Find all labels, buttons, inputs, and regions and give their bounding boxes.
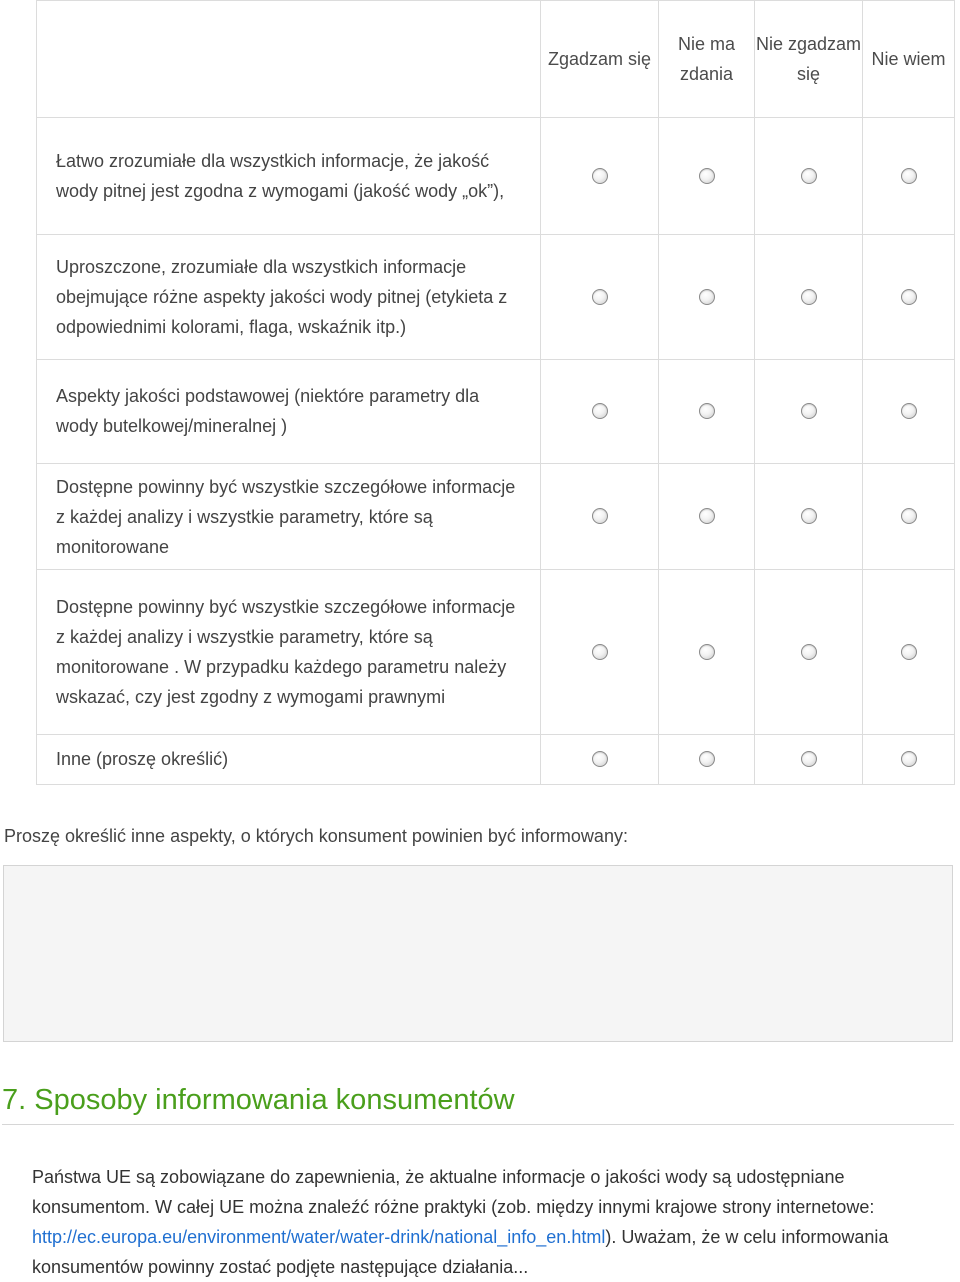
section-intro-text: [32, 1162, 954, 1282]
question-label: Łatwo zrozumiałe dla wszystkich informacje, że jakość wody pitnej jest zgodna z wymogami (jakość wody „ok”),: [37, 118, 541, 235]
question-label: Uproszczone, zrozumiałe dla wszystkich informacje obejmujące różne aspekty jakości wody pitnej (etykieta z odpowiednimi kolorami, flaga, wskaźnik itp.): [37, 235, 541, 359]
radio-agree[interactable]: [592, 289, 608, 305]
radio-disagree[interactable]: [801, 751, 817, 767]
other-aspects-prompt: Proszę określić inne aspekty, o których konsument powinien być informowany:: [4, 826, 628, 846]
header-disagree: Nie zgadzam się: [755, 1, 863, 118]
header-corner-cell: [37, 1, 541, 118]
radio-dont-know[interactable]: [901, 508, 917, 524]
table-row: [37, 570, 955, 734]
radio-neutral[interactable]: [699, 289, 715, 305]
other-aspects-textarea[interactable]: [3, 865, 953, 1042]
radio-neutral[interactable]: [699, 403, 715, 419]
question-label: Inne (proszę określić): [37, 734, 541, 784]
radio-agree[interactable]: [592, 751, 608, 767]
table-row: [37, 359, 955, 463]
radio-neutral[interactable]: [699, 168, 715, 184]
question-label: Dostępne powinny być wszystkie szczegółowe informacje z każdej analizy i wszystkie parametry, które są monitorowane . W przypadku każdego parametru należy wskazać, czy jest zgodny z wymogami prawnymi: [37, 570, 541, 734]
radio-neutral[interactable]: [699, 644, 715, 660]
radio-disagree[interactable]: [801, 508, 817, 524]
radio-disagree[interactable]: [801, 289, 817, 305]
radio-dont-know[interactable]: [901, 289, 917, 305]
radio-agree[interactable]: [592, 403, 608, 419]
survey-matrix-table: [36, 0, 955, 785]
radio-disagree[interactable]: [801, 168, 817, 184]
header-dont-know: Nie wiem: [863, 1, 955, 118]
header-row: [37, 1, 955, 118]
radio-agree[interactable]: [592, 168, 608, 184]
question-label: Dostępne powinny być wszystkie szczegółowe informacje z każdej analizy i wszystkie parametry, które są monitorowane: [37, 464, 541, 570]
radio-dont-know[interactable]: [901, 168, 917, 184]
radio-disagree[interactable]: [801, 644, 817, 660]
radio-dont-know[interactable]: [901, 751, 917, 767]
radio-dont-know[interactable]: [901, 644, 917, 660]
radio-disagree[interactable]: [801, 403, 817, 419]
header-neutral: Nie ma zdania: [659, 1, 755, 118]
radio-agree[interactable]: [592, 508, 608, 524]
section-divider: [2, 1124, 954, 1125]
section-heading: 7. Sposoby informowania konsumentów: [2, 1084, 515, 1116]
radio-dont-know[interactable]: [901, 403, 917, 419]
radio-agree[interactable]: [592, 644, 608, 660]
radio-neutral[interactable]: [699, 751, 715, 767]
question-label: Aspekty jakości podstawowej (niektóre parametry dla wody butelkowej/mineralnej ): [37, 359, 541, 463]
table-row: [37, 734, 955, 784]
header-agree: Zgadzam się: [541, 1, 659, 118]
table-row: [37, 235, 955, 359]
radio-neutral[interactable]: [699, 508, 715, 524]
table-row: [37, 118, 955, 235]
intro-text-part: ). Uważam, że w celu informowania konsumentów powinny zostać podjęte następujące działania...: [32, 1227, 889, 1277]
table-row: [37, 464, 955, 570]
intro-text-part: Państwa UE są zobowiązane do zapewnienia, że aktualne informacje o jakości wody są udostępniane konsumentom. W całej UE można znaleźć różne praktyki (zob. między innymi krajowe strony internetowe:: [32, 1167, 875, 1217]
national-info-link[interactable]: http://ec.europa.eu/environment/water/water-drink/national_info_en.html: [32, 1227, 606, 1247]
